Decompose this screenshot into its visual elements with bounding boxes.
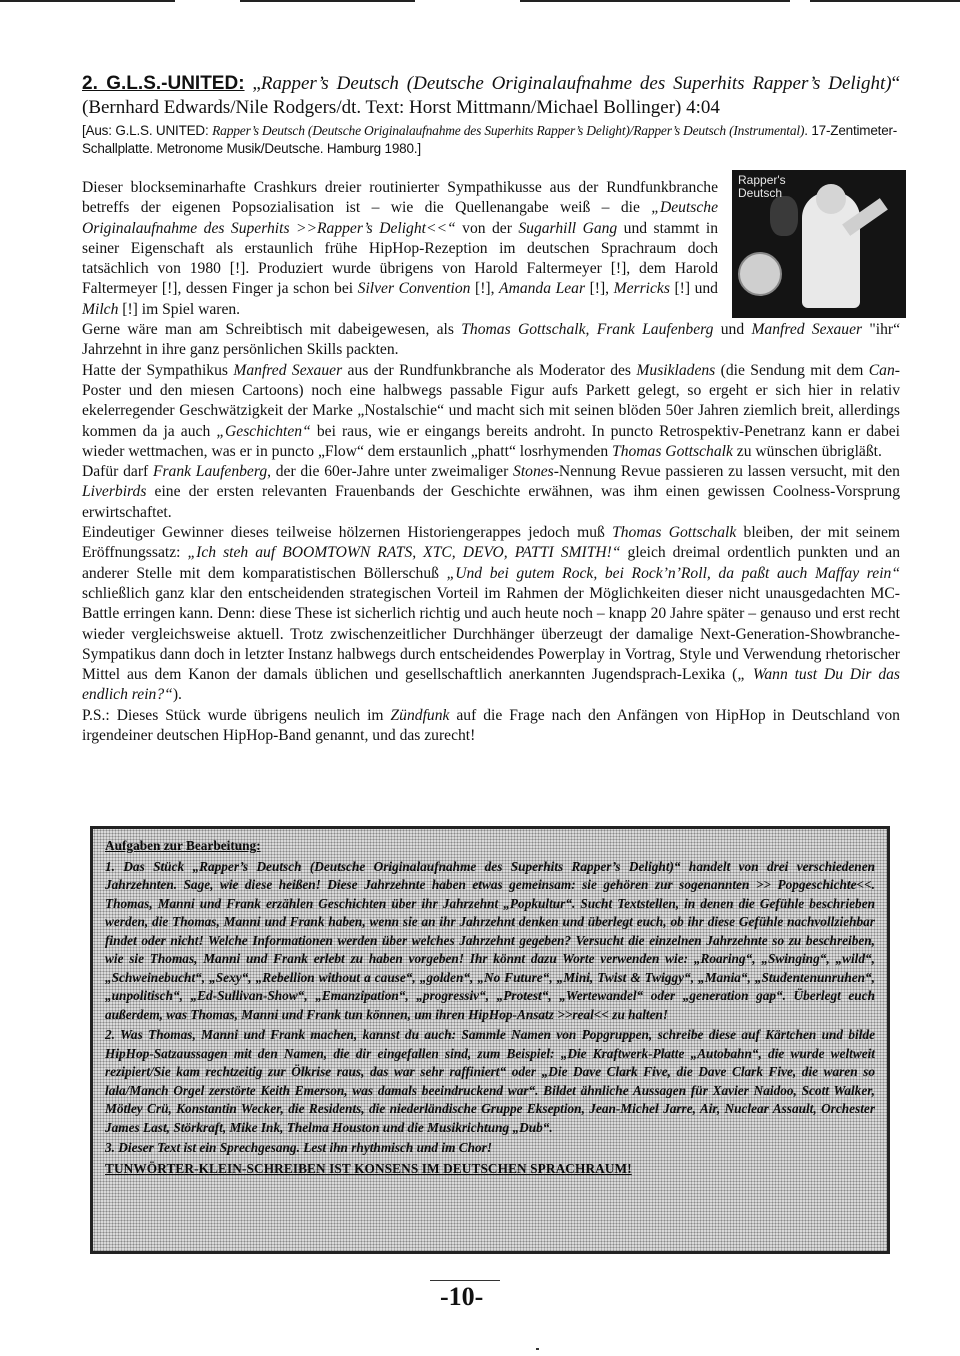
text: zu wünschen übrigläßt. <box>732 442 882 460</box>
song-header <box>82 72 900 158</box>
text-italic: Milch <box>82 300 119 318</box>
song-title: Rapper’s Deutsch (Deutsche Originalaufnahme des Superhits Rapper’s Delight) <box>260 73 892 94</box>
source-suffix: . 17-Zentimeter-Schallplatte. Metronome Musik/Deutsche. Hamburg 1980.] <box>82 123 898 156</box>
text: von der <box>455 219 519 237</box>
text: Dafür darf <box>82 463 153 481</box>
text: (die Sendung mit dem <box>715 361 869 379</box>
text-italic: Stones <box>513 463 554 481</box>
text-italic: Silver Convention <box>357 280 471 298</box>
text-italic: „Deutsche Originalaufnahme des Superhits >>Rapper’s Delight<<“ <box>82 199 718 237</box>
scan-mark <box>536 1348 539 1350</box>
text: auf die Frage nach den Anfängen von HipHop in Deutschland von irgendeiner deutschen HipHop-Band genannt, und das zurecht! <box>82 706 900 745</box>
text: -Poster und den miesen Cartoons) noch eine halbwegs passable Figur aufs Parkett gelegt, so ergeht er sich hier in relativ ekelerregender Geschwätzigkeit der Marke „Nostalschie“ und macht sich mit seinen blöden 50er Jahren ziemlich breit, allerdings kommen da ja auch <box>82 361 900 440</box>
text: , der die 60er-Jahre unter zweimaliger <box>267 463 514 481</box>
text-italic: Can <box>868 361 895 379</box>
text: "ihr“ Jahrzehnt in ihre ganz persönlichen Skills packten. <box>82 321 901 359</box>
paragraph-2 <box>82 320 900 361</box>
text: [!] und <box>669 280 718 298</box>
quote-open: „ <box>244 73 261 94</box>
source-title: Rapper’s Deutsch (Deutsche Originalaufnahme des Superhits Rapper’s Delight)/Rapper’s Deutsch (Instrumental) <box>212 123 805 138</box>
paragraph-5 <box>82 523 900 706</box>
text: und stammt in seiner Eigenschaft als erstaunlich frühe HipHop-Rezeption im deutschen Sprachraum doch tatsächlich von 1980 [!]. Produziert wurde übrigens von Harold Faltermeyer [!], dem Harold Faltermeyer [!], dessen Finger ja schon bei <box>82 219 719 298</box>
tasks-caps-statement: TUNWÖRTER-KLEIN-SCHREIBEN IST KONSENS IM DEUTSCHEN SPRACHRAUM! <box>105 1160 632 1176</box>
text: bei raus, wie er eingangs bereits androht. In puncto Retrospektiv-Penetranz kann er dabei wieder wettmachen, was er in puncto „Flow“ dem erstaunlich „phatt“ losrhymenden <box>82 422 900 460</box>
text: aus der Rundfunkbranche als Moderator des <box>342 361 637 379</box>
text: und <box>713 321 752 339</box>
tasks-content <box>105 837 875 1180</box>
source-reference <box>82 122 900 158</box>
text-italic: Merricks <box>613 280 670 298</box>
top-border-line <box>0 0 960 2</box>
text: Dieser blockseminarhafte Crashkurs dreier routinierter Sympathikusse aus der Rundfunkbranche betreffs der eigenen Popsozialisation ist – wie die Quellenangabe weiß – die <box>82 179 718 217</box>
text: -Nennung Revue passieren zu lassen versucht, mit den <box>553 463 900 481</box>
source-prefix: [Aus: G.L.S. UNITED: <box>82 123 213 138</box>
record-cover-image <box>732 170 906 318</box>
text: Gerne wäre man am Schreibtisch mit dabeigewesen, als <box>82 321 462 339</box>
song-title-line <box>82 72 900 120</box>
tasks-box <box>90 826 890 1254</box>
cover-figure-hair <box>770 196 798 236</box>
text-italic: Amanda Lear <box>499 280 586 298</box>
text: gleich dreimal ordentlich punkten und an anderer Stelle mit dem komparatistischen Böllerschuß <box>82 544 900 582</box>
text: [!], <box>470 280 500 298</box>
text-italic: Frank Laufenberg <box>152 463 268 481</box>
text-italic: Manfred Sexauer <box>233 361 343 379</box>
text-italic: Zündfunk <box>390 706 450 724</box>
text-italic: „Und bei gutem Rock, bei Rock’n’Roll, da paßt auch Maffay rein“ <box>446 564 901 582</box>
text-italic: Manfred Sexauer <box>751 321 863 339</box>
task-2: 2. Was Thomas, Manni und Frank machen, kannst du auch: Sammle Namen von Popgruppen, schreibe diese auf Kärtchen und bilde HipHop-Satzaussagen mit den Namen, die dir eingefallen sind, zum Beispiel: „Die Kraftwerk-Platte „Autobahn“, die wurde weltweit rezipiert/Sie kam rechtzeitig zur Ölkrise raus, das war sehr raffiniert“ oder „Die Dave Clark Five, die Dave Clark Five, die waren so lala/Manch Orgel zerstörte Keith Emerson, was damals beeindruckend war“. Bildet ähnliche Aussagen für Xavier Naidoo, Scott Walker, Mötley Crü, Konstantin Wecker, die Residents, die niederländische Gruppe Ekseption, Jean-Michel Jarre, Air, Nuclear Assault, Orchester James Last, Störkraft, Mike Ink, Thelma Houston und die Musikrichtung „Dub“. <box>105 1027 875 1135</box>
task-1: 1. Das Stück „Rapper’s Deutsch (Deutsche Originalaufnahme des Superhits Rapper’s Delight)“ handelt von drei verschiedenen Jahrzehnten. Sage, wie diese heißen! Diese Jahrzehnte haben etwas gemeinsam: sie gehören zur sogenannten >> Popgeschichte<<. Thomas, Manni und Frank erzählen Geschichten über ihr Jahrzehnt „Popkultur“. Sucht Textstellen, in denen die Gefühle beschrieben werden, die Thomas, Manni und Frank haben, wenn sie an ihr Jahrzehnt denken und überlegt euch, ob ihr diese Gefühle nachvollziehbar findet oder nicht! Welche Informationen werden über welches Jahrzehnt gegeben? Versucht die einzelnen Jahrzehnte so zu beschreiben, wie sie Thomas, Manni und Frank erlebt zu haben vorgeben! Ihr könnt dazu Worte verwenden wie: „Roaring“, „Swinging“, „wild“, „Schweinebucht“, „Sexy“, „Rebellion without a cause“, „golden“, „No Future“, „Mini, Twist & Twiggy“, „Mania“, „Studentenunruhen“, „unpolitisch“, „Ed-Sullivan-Show“, „Emanzipation“, „progressiv“, „Protest“, „Wertewandel“ oder „generation gap“. Überlegt euch außerdem, was Thomas, Manni und Frank tun können, um ihren HipHop-Ansatz >>real<< zu halten! <box>105 858 875 1022</box>
text: Eindeutiger Gewinner dieses teilweise hölzernen Historiengerappes jedoch muß <box>82 524 613 542</box>
cover-record-label <box>738 252 782 296</box>
text: eine der ersten relevanten Frauenbands der Geschichte erwähnen, was ihm einen gewissen Coolness-Vorsprung erwirtschaftet. <box>82 483 900 521</box>
text-italic: „Geschichten“ <box>216 422 311 440</box>
tasks-heading: Aufgaben zur Bearbeitung: <box>105 838 261 853</box>
paragraph-4 <box>82 462 900 523</box>
text-italic: „Ich steh auf BOOMTOWN RATS, XTC, DEVO, PATTI SMITH!“ <box>187 544 621 562</box>
text-italic: Thomas Gottschalk <box>612 524 737 542</box>
cover-figure-head <box>816 184 846 214</box>
tasks-closing <box>105 1160 875 1179</box>
text: bleiben, der mit seinem Eröffnungssatz: <box>82 524 900 562</box>
song-credits: (Bernhard Edwards/Nile Rodgers/dt. Text: Horst Mittmann/Michael Bollinger) 4:04 <box>82 97 720 118</box>
paragraph-3 <box>82 361 900 462</box>
text: [!], <box>585 280 614 298</box>
page-number: -10- <box>440 1282 484 1311</box>
text: ). <box>172 686 182 704</box>
text-italic: „ Wann tust Du Dir das endlich rein?“ <box>82 666 900 704</box>
article-body <box>82 173 901 746</box>
text: schließlich ganz klar den entscheidenden strategischen Vorteil im Rahmen der Möglichkeiten dieser nicht unausgedachten MC-Battle erringen kann. Denn: diese These ist sicherlich richtig und auch heute noch – knapp 20 Jahre später – genauso und erst recht wieder vergleichsweise aktuell. Trotz zwischenzeitlicher Durchhänger überzeugt der damalige Next-Generation-Showbranche-Sympatikus dann doch in letzter Instanz halbwegs durch entscheidendes Powerplay in Vortrag, Style und Verwendung rhetorischer Mittel aus dem Kanon der damals üblichen und gesellschaftlich anerkannten Jugendsprach-Lexika ( <box>82 584 900 684</box>
text: P.S.: Dieses Stück wurde übrigens neulich im <box>82 706 391 724</box>
text-italic: Thomas Gottschalk <box>612 442 733 460</box>
text-italic: Sugarhill Gang <box>518 219 618 237</box>
tasks-title <box>105 837 875 856</box>
quote-close: “ <box>891 73 900 94</box>
entry-number: 2. G.L.S.-UNITED: <box>82 73 245 94</box>
text-italic: Musikladens <box>636 361 716 379</box>
text: Hatte der Sympathikus <box>82 361 234 379</box>
text-italic: Liverbirds <box>82 483 147 501</box>
text-italic: Thomas Gottschalk, Frank Laufenberg <box>461 321 714 339</box>
text: [!] im Spiel waren. <box>118 300 241 318</box>
cover-title: Rapper's Deutsch <box>738 173 786 200</box>
paragraph-6 <box>82 706 900 747</box>
page-number-rule <box>430 1280 500 1281</box>
task-3: 3. Dieser Text ist ein Sprechgesang. Lest ihn rhythmisch und im Chor! <box>105 1140 493 1155</box>
